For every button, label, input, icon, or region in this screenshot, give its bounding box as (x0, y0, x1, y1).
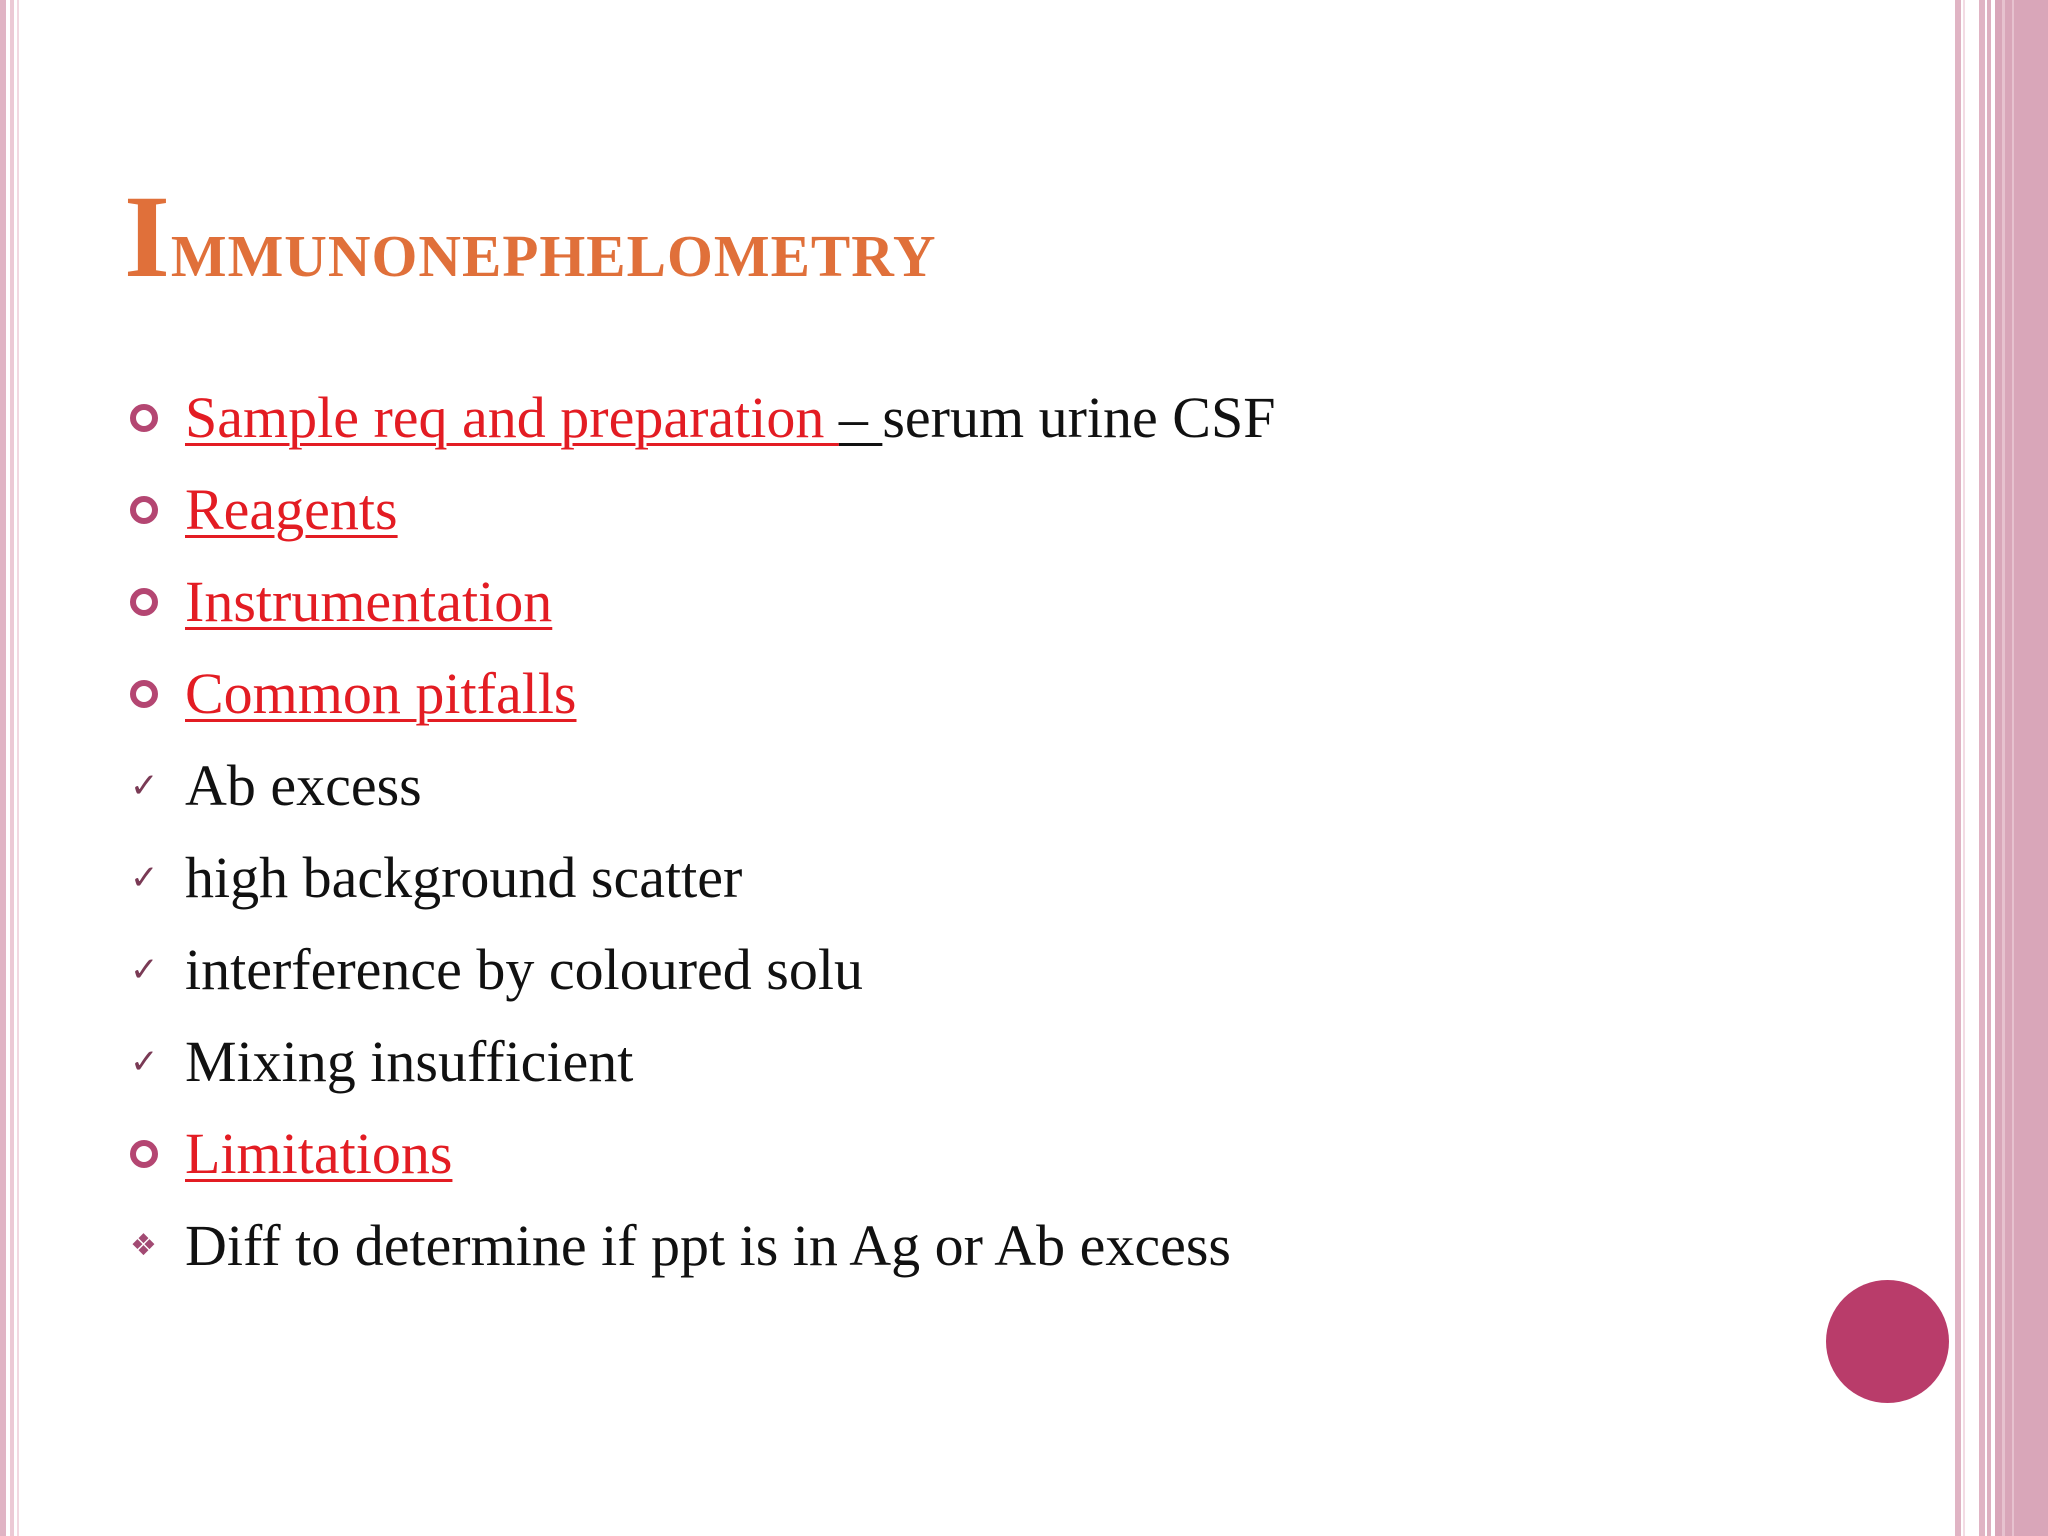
sample-types: serum urine CSF (882, 385, 1276, 450)
list-item-text: Ab excess (185, 753, 422, 818)
slide-title-initial: I (124, 171, 171, 302)
sample-req-link[interactable]: Sample req and preparation (185, 385, 839, 450)
ring-bullet-icon (130, 588, 158, 616)
left-border-line (0, 0, 6, 1536)
list-item (120, 556, 1275, 648)
slide-title-rest: mmunonephelometry (170, 202, 937, 295)
list-item (120, 924, 1275, 1016)
ring-bullet-icon (130, 1140, 158, 1168)
list-item-text: Diff to determine if ppt is in Ag or Ab excess (185, 1213, 1231, 1278)
left-border-line (10, 0, 14, 1536)
right-border-band (2002, 0, 2005, 1536)
ring-bullet-icon (130, 496, 158, 524)
limitations-link[interactable]: Limitations (185, 1121, 453, 1186)
list-item-text: Mixing insufficient (185, 1029, 634, 1094)
common-pitfalls-link[interactable]: Common pitfalls (185, 661, 577, 726)
right-border-band (1955, 0, 1961, 1536)
list-item-text (185, 477, 398, 542)
check-icon: ✓ (130, 766, 159, 806)
decorative-circle (1826, 1280, 1949, 1403)
list-item-text: high background scatter (185, 845, 743, 910)
check-icon: ✓ (130, 858, 159, 898)
check-icon: ✓ (130, 950, 159, 990)
ring-bullet-icon (130, 680, 158, 708)
list-item-text (185, 1121, 453, 1186)
right-border-band (1979, 0, 1985, 1536)
right-border-band (1967, 0, 1979, 1536)
list-item (120, 1108, 1275, 1200)
ring-bullet-icon (130, 404, 158, 432)
list-item-text: interference by coloured solu (185, 937, 863, 1002)
dash-separator: – (838, 385, 883, 450)
list-item (120, 648, 1275, 740)
right-border-band (2012, 0, 2014, 1536)
list-item (120, 740, 1275, 832)
instrumentation-link[interactable]: Instrumentation (185, 569, 553, 634)
left-border-line (17, 0, 19, 1536)
diamond-bullet-icon: ❖ (130, 1228, 157, 1263)
slide-title (124, 171, 937, 302)
list-item-text (185, 385, 1276, 450)
list-item (120, 1016, 1275, 1108)
reagents-link[interactable]: Reagents (185, 477, 398, 542)
list-item-text (185, 661, 577, 726)
right-border-band (1987, 0, 1991, 1536)
list-item (120, 1200, 1275, 1292)
list-item (120, 464, 1275, 556)
right-border-band (1963, 0, 1965, 1536)
bullet-list (120, 372, 1275, 1292)
list-item-text (185, 569, 553, 634)
check-icon: ✓ (130, 1042, 159, 1082)
list-item (120, 832, 1275, 924)
list-item (120, 372, 1275, 464)
